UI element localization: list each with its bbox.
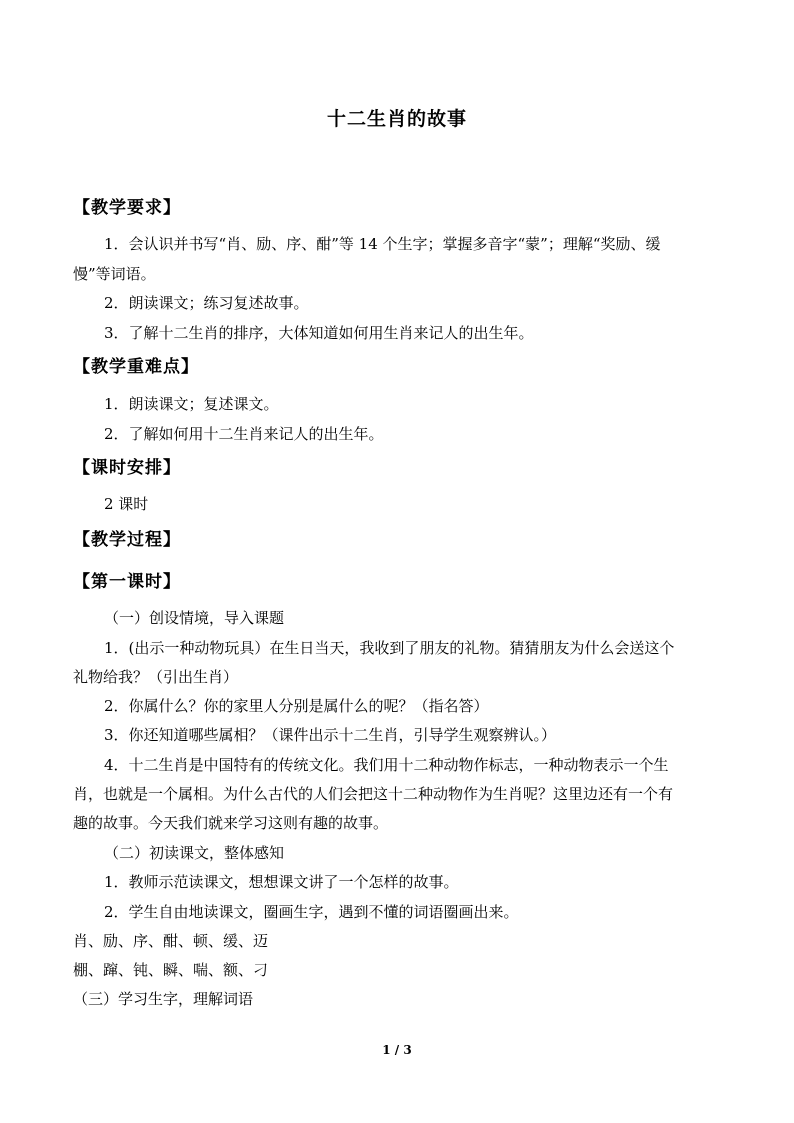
document-title: 十二生肖的故事 xyxy=(326,108,467,130)
heading-first-lesson: 【第一课时】 xyxy=(73,572,181,592)
q1: 1．教师示范读课文，想想课文讲了一个怎样的故事。 xyxy=(104,873,459,891)
part-2-heading: （二）初读课文，整体感知 xyxy=(104,844,285,862)
part-3-heading: （三）学习生字，理解词语 xyxy=(73,990,254,1008)
p4-line-3: 趣的故事。今天我们就来学习这则有趣的故事。 xyxy=(73,814,389,832)
heading-process: 【教学过程】 xyxy=(73,530,181,550)
p2: 2．你属什么？你的家里人分别是属什么的呢？（指名答） xyxy=(104,697,489,715)
req-3: 3．了解十二生肖的排序，大体知道如何用生肖来记人的出生年。 xyxy=(104,324,534,342)
q2: 2．学生自由地读课文，圈画生字，遇到不懂的词语圈画出来。 xyxy=(104,903,519,921)
req-1-line-1: 1．会认识并书写“肖、励、序、酣”等 14 个生字；掌握多音字“蒙”；理解“奖励、缓 xyxy=(104,235,661,253)
chars-line-1: 肖、励、序、酣、顿、缓、迈 xyxy=(73,932,269,950)
req-1-line-2: 慢”等词语。 xyxy=(73,265,156,283)
heading-schedule: 【课时安排】 xyxy=(73,458,181,478)
part-1-heading: （一）创设情境，导入课题 xyxy=(104,609,285,627)
p4-line-2: 肖，也就是一个属相。为什么古代的人们会把这十二种动物作为生肖呢？这里边还有一个有 xyxy=(73,785,674,803)
chars-line-2: 棚、蹿、钝、瞬、喘、额、刁 xyxy=(73,961,269,979)
heading-keypoints: 【教学重难点】 xyxy=(73,357,199,377)
page-number: 1 / 3 xyxy=(382,1043,412,1057)
p4-line-1: 4．十二生肖是中国特有的传统文化。我们用十二种动物作标志，一种动物表示一个生 xyxy=(104,756,669,774)
heading-requirements: 【教学要求】 xyxy=(73,198,181,218)
p1-line-2: 礼物给我？（引出生肖） xyxy=(73,668,239,686)
schedule-value: 2 课时 xyxy=(104,495,149,513)
p1-line-1: 1．(出示一种动物玩具）在生日当天，我收到了朋友的礼物。猜猜朋友为什么会送这个 xyxy=(104,639,675,657)
key-2: 2．了解如何用十二生肖来记人的出生年。 xyxy=(104,425,384,443)
p3: 3．你还知道哪些属相？（课件出示十二生肖，引导学生观察辨认。） xyxy=(104,726,557,744)
req-2: 2．朗读课文；练习复述故事。 xyxy=(104,294,309,312)
key-1: 1．朗读课文；复述课文。 xyxy=(104,395,279,413)
